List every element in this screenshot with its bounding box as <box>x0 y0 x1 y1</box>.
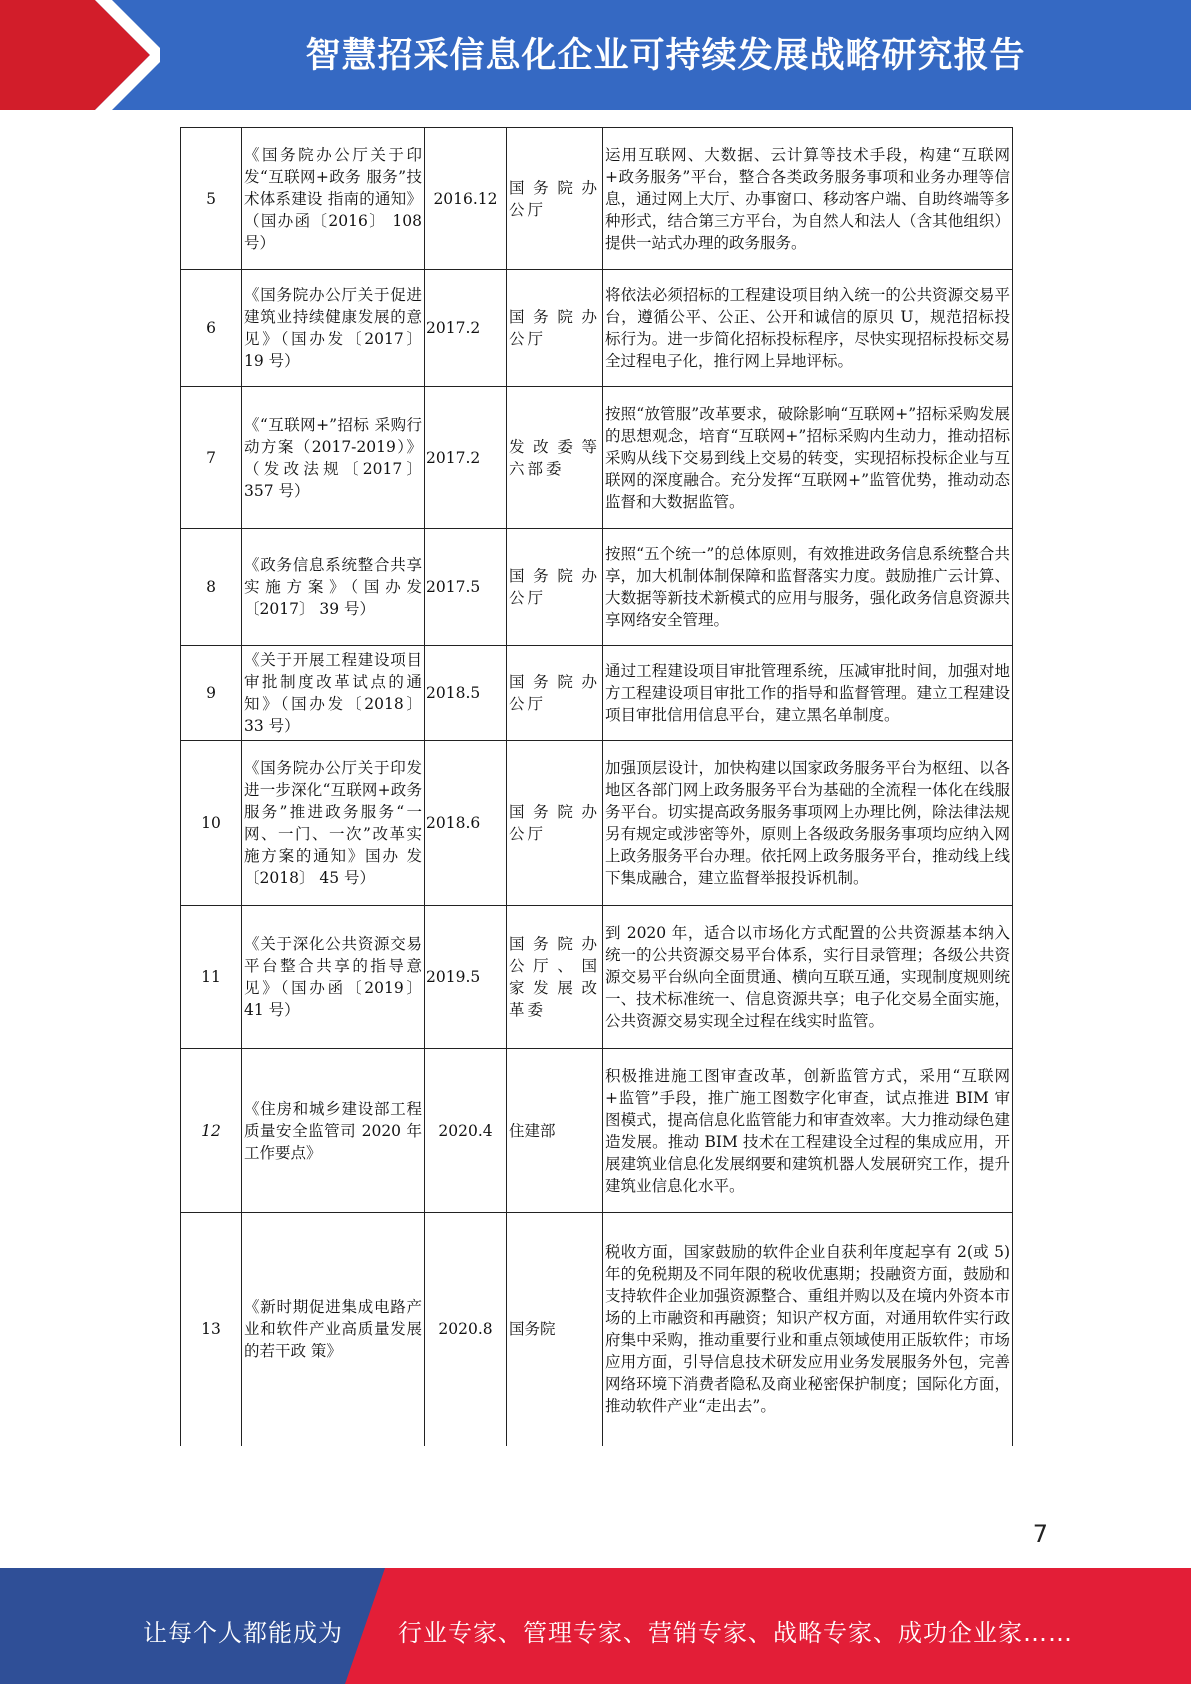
policy-name: 《关于深化公共资源交易平台整合共享的指导意见》（国办函〔2019〕 41 号） <box>242 906 425 1049</box>
policy-date: 2019.5 <box>425 906 507 1049</box>
table-row <box>181 529 1013 646</box>
row-number: 9 <box>181 646 242 741</box>
policy-content: 按照“放管服”改革要求，破除影响“互联网+”招标采购发展的思想观念，培育“互联网+”招标采购内生动力，推动招标采购从线下交易到线上交易的转变，实现招标投标企业与互联网的深度融合。充分发挥“互联网+”监管优势，推动动态监督和大数据监管。 <box>603 387 1013 529</box>
policy-name: 《国务院办公厅关于印发进一步深化“互联网+政务服务”推进政务服务“一网、一门、一次”改革实 施方案的通知》国办 发〔2018〕 45 号） <box>242 741 425 906</box>
table-row <box>181 1049 1013 1213</box>
policy-content: 税收方面，国家鼓励的软件企业自获利年度起享有 2(或 5)年的免税期及不同年限的税收优惠期；投融资方面，鼓励和支持软件企业加强资源整合、重组并购以及在境内外资本市场的上市融资和再融资；知识产权方面，对通用软件实行政府集中采购，推动重要行业和重点领域使用正版软件；市场应用方面，引导信息技术研发应用业务发展服务外包，完善网络环境下消费者隐私及商业秘密保护制度；国际化方面，推动软件产业“走出去”。 <box>603 1213 1013 1446</box>
row-number: 11 <box>181 906 242 1049</box>
policy-name: 《国务院办公厅关于促进建筑业持续健康发展的意见》（国办发〔2017〕 19 号） <box>242 270 425 387</box>
policy-name: 《国务院办公厅关于印发“互联网+政务 服务”技术体系建设 指南的通知》（国办函〔2016〕 108 号） <box>242 128 425 270</box>
policy-table-container <box>180 127 1012 1446</box>
page-footer <box>0 1568 1191 1684</box>
table-row <box>181 270 1013 387</box>
table-row <box>181 646 1013 741</box>
policy-name: 《住房和城乡建设部工程质量安全监管司 2020 年工作要点》 <box>242 1049 425 1213</box>
policy-name: 《新时期促进集成电路产业和软件产业高质量发展的若干政 策》 <box>242 1213 425 1446</box>
page-number: 7 <box>1032 1520 1048 1548</box>
policy-content: 按照“五个统一”的总体原则，有效推进政务信息系统整合共享，加大机制体制保障和监督落实力度。鼓励推广云计算、大数据等新技术新模式的应用与服务，强化政务信息资源共享网络安全管理。 <box>603 529 1013 646</box>
policy-date: 2017.5 <box>425 529 507 646</box>
row-number: 7 <box>181 387 242 529</box>
policy-issuer: 国务院办公厅 <box>507 128 603 270</box>
policy-content: 加强顶层设计，加快构建以国家政务服务平台为枢纽、以各地区各部门网上政务服务平台为基础的全流程一体化在线服务平台。切实提高政务服务事项网上办理比例，除法律法规另有规定或涉密等外，原则上各级政务服务事项均应纳入网上政务服务平台办理。依托网上政务服务平台，推动线上线下集成融合，建立监督举报投诉机制。 <box>603 741 1013 906</box>
report-title: 智慧招采信息化企业可持续发展战略研究报告 <box>305 36 1026 76</box>
policy-date: 2017.2 <box>425 387 507 529</box>
policy-content: 将依法必须招标的工程建设项目纳入统一的公共资源交易平台，遵循公平、公正、公开和诚信的原贝 U，规范招标投标行为。进一步简化招标投标程序，尽快实现招标投标交易全过程电子化，推行网上异地评标。 <box>603 270 1013 387</box>
policy-date: 2018.6 <box>425 741 507 906</box>
policy-date: 2020.4 <box>425 1049 507 1213</box>
header-chevron-decoration <box>0 0 160 110</box>
policy-date: 2020.8 <box>425 1213 507 1446</box>
policy-issuer: 住建部 <box>507 1049 603 1213</box>
row-number: 6 <box>181 270 242 387</box>
page-header <box>0 0 1191 110</box>
policy-content: 通过工程建设项目审批管理系统，压减审批时间，加强对地方工程建设项目审批工作的指导和监督管理。建立工程建设项目审批信用信息平台，建立黑名单制度。 <box>603 646 1013 741</box>
policy-date: 2018.5 <box>425 646 507 741</box>
policy-name: 《关于开展工程建设项目审批制度改革试点的通知》（国办发〔2018〕 33 号） <box>242 646 425 741</box>
policy-content: 运用互联网、大数据、云计算等技术手段，构建“互联网+政务服务”平台，整合各类政务服务事项和业务办理等信息，通过网上大厅、办事窗口、移动客户端、自助终端等多种形式，结合第三方平台，为自然人和法人（含其他组织）提供一站式办理的政务服务。 <box>603 128 1013 270</box>
policy-issuer: 国务院 <box>507 1213 603 1446</box>
row-number: 10 <box>181 741 242 906</box>
policy-issuer: 国务院办公厅 <box>507 741 603 906</box>
policy-name: 《政务信息系统整合共享实施方案》（国办发〔2017〕 39 号） <box>242 529 425 646</box>
policy-issuer: 发改委等六部委 <box>507 387 603 529</box>
policy-issuer: 国务院办公厅 <box>507 270 603 387</box>
policy-name: 《“互联网+”招标 采购行动方案（2017-2019）》（发改法规〔2017〕 357 号） <box>242 387 425 529</box>
policy-issuer: 国务院办公厅 <box>507 646 603 741</box>
policy-issuer: 国务院办公厅、国家发展改革委 <box>507 906 603 1049</box>
policy-content: 积极推进施工图审查改革，创新监管方式，采用“互联网+监管”手段，推广施工图数字化审查，试点推进 BIM 审图模式，提高信息化监管能力和审查效率。大力推动绿色建造发展。推动 BIM 技术在工程建设全过程的集成应用，开展建筑业信息化发展纲要和建筑机器人发展研究工作，提升建筑业信息化水平。 <box>603 1049 1013 1213</box>
policy-table <box>180 127 1013 1446</box>
policy-date: 2016.12 <box>425 128 507 270</box>
table-row <box>181 741 1013 906</box>
table-row <box>181 906 1013 1049</box>
row-number: 8 <box>181 529 242 646</box>
policy-date: 2017.2 <box>425 270 507 387</box>
table-row <box>181 128 1013 270</box>
row-number: 5 <box>181 128 242 270</box>
table-row <box>181 387 1013 529</box>
footer-slogan-lead: 让每个人都能成为 <box>143 1619 343 1647</box>
row-number: 13 <box>181 1213 242 1446</box>
table-row <box>181 1213 1013 1446</box>
policy-issuer: 国务院办公厅 <box>507 529 603 646</box>
row-number: 12 <box>181 1049 242 1213</box>
policy-content: 到 2020 年，适合以市场化方式配置的公共资源基本纳入统一的公共资源交易平台体系，实行目录管理；各级公共资源交易平台纵向全面贯通、横向互联互通，实现制度规则统一、技术标准统一、信息资源共享；电子化交易全面实施，公共资源交易实现全过程在线实时监管。 <box>603 906 1013 1049</box>
footer-slogan-roles: 行业专家、管理专家、营销专家、战略专家、成功企业家…… <box>398 1619 1073 1647</box>
